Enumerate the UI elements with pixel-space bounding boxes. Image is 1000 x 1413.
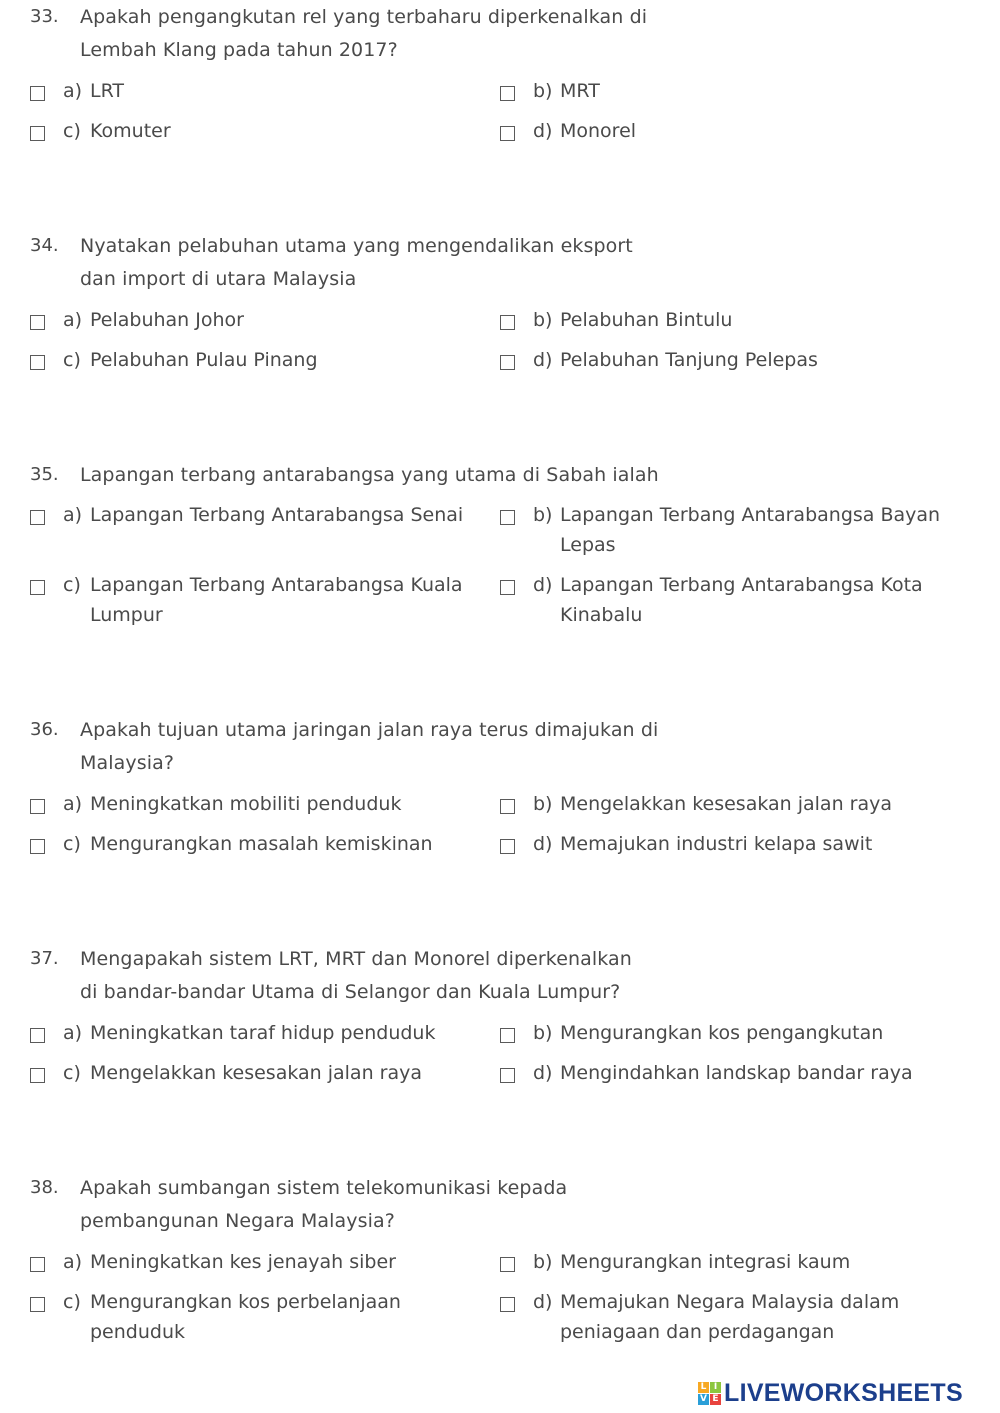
option-text: Monorel [560,120,637,142]
option-label: a) [63,504,83,526]
answer-checkbox[interactable] [500,1297,515,1312]
option-label: d) [533,349,553,371]
option-label: a) [63,793,83,815]
question-text: Apakah pengangkutan rel yang terbaharu diperkenalkan di [80,6,648,28]
answer-checkbox[interactable] [30,126,45,141]
option-text: Komuter [90,120,171,142]
option-label: b) [533,1022,553,1044]
option-text: Lepas [560,534,616,556]
answer-checkbox[interactable] [500,580,515,595]
option-text: Lapangan Terbang Antarabangsa Kuala [90,574,463,596]
answer-checkbox[interactable] [500,1068,515,1083]
option-label: c) [63,1062,81,1084]
answer-checkbox[interactable] [30,315,45,330]
option-text: peniagaan dan perdagangan [560,1321,835,1343]
question-number: 36. [30,719,59,740]
option-text: Mengurangkan integrasi kaum [560,1251,851,1273]
option-label: a) [63,1022,83,1044]
logo-mark-letter: I [710,1382,721,1393]
option-text: Memajukan industri kelapa sawit [560,833,873,855]
answer-checkbox[interactable] [500,839,515,854]
answer-checkbox[interactable] [500,799,515,814]
answer-checkbox[interactable] [30,510,45,525]
option-label: b) [533,504,553,526]
answer-checkbox[interactable] [30,580,45,595]
option-text: Pelabuhan Tanjung Pelepas [560,349,818,371]
question-number: 33. [30,6,59,27]
option-text: Mengindahkan landskap bandar raya [560,1062,913,1084]
option-label: b) [533,80,553,102]
option-label: c) [63,833,81,855]
question-number: 35. [30,464,59,485]
answer-checkbox[interactable] [500,86,515,101]
answer-checkbox[interactable] [30,799,45,814]
answer-checkbox[interactable] [30,1297,45,1312]
question-text: di bandar-bandar Utama di Selangor dan Kuala Lumpur? [80,981,621,1003]
answer-checkbox[interactable] [500,1257,515,1272]
option-text: Lapangan Terbang Antarabangsa Kota [560,574,923,596]
answer-checkbox[interactable] [500,315,515,330]
answer-checkbox[interactable] [30,839,45,854]
option-label: b) [533,1251,553,1273]
option-text: Meningkatkan mobiliti penduduk [90,793,402,815]
option-text: Pelabuhan Bintulu [560,309,733,331]
option-text: penduduk [90,1321,185,1343]
option-text: Pelabuhan Johor [90,309,244,331]
option-label: d) [533,574,553,596]
option-text: MRT [560,80,600,102]
answer-checkbox[interactable] [500,510,515,525]
answer-checkbox[interactable] [500,355,515,370]
option-text: Meningkatkan kes jenayah siber [90,1251,396,1273]
question-text: Lembah Klang pada tahun 2017? [80,39,398,61]
option-text: Mengurangkan masalah kemiskinan [90,833,433,855]
option-text: Pelabuhan Pulau Pinang [90,349,318,371]
option-label: c) [63,349,81,371]
option-text: Lapangan Terbang Antarabangsa Bayan [560,504,941,526]
answer-checkbox[interactable] [30,1257,45,1272]
question-text: Apakah tujuan utama jaringan jalan raya terus dimajukan di [80,719,659,741]
answer-checkbox[interactable] [30,1028,45,1043]
question-text: Lapangan terbang antarabangsa yang utama di Sabah ialah [80,464,659,486]
logo-text: LIVEWORKSHEETS [724,1378,963,1407]
option-label: d) [533,1291,553,1313]
logo-mark-letter: V [698,1394,709,1405]
answer-checkbox[interactable] [30,1068,45,1083]
option-label: b) [533,309,553,331]
option-text: Memajukan Negara Malaysia dalam [560,1291,900,1313]
option-text: Meningkatkan taraf hidup penduduk [90,1022,436,1044]
answer-checkbox[interactable] [30,86,45,101]
question-text: Mengapakah sistem LRT, MRT dan Monorel diperkenalkan [80,948,632,970]
logo-mark-letter: L [698,1382,709,1393]
question-number: 37. [30,948,59,969]
option-text: Mengelakkan kesesakan jalan raya [90,1062,422,1084]
option-label: a) [63,309,83,331]
option-label: a) [63,80,83,102]
question-text: Malaysia? [80,752,175,774]
question-number: 38. [30,1177,59,1198]
option-text: Lapangan Terbang Antarabangsa Senai [90,504,464,526]
option-label: a) [63,1251,83,1273]
option-text: Lumpur [90,604,163,626]
option-text: Mengurangkan kos pengangkutan [560,1022,884,1044]
question-text: dan import di utara Malaysia [80,268,357,290]
option-label: c) [63,120,81,142]
question-number: 34. [30,235,59,256]
question-text: Nyatakan pelabuhan utama yang mengendalikan eksport [80,235,633,257]
question-text: Apakah sumbangan sistem telekomunikasi kepada [80,1177,568,1199]
option-label: c) [63,574,81,596]
liveworksheets-logo [698,1377,963,1409]
liveworksheets-logo-icon [698,1382,721,1405]
logo-mark-letter: E [710,1394,721,1405]
question-text: pembangunan Negara Malaysia? [80,1210,395,1232]
answer-checkbox[interactable] [30,355,45,370]
option-label: d) [533,833,553,855]
answer-checkbox[interactable] [500,126,515,141]
option-text: Mengelakkan kesesakan jalan raya [560,793,892,815]
answer-checkbox[interactable] [500,1028,515,1043]
option-label: d) [533,1062,553,1084]
option-text: LRT [90,80,125,102]
option-label: d) [533,120,553,142]
option-label: c) [63,1291,81,1313]
option-text: Mengurangkan kos perbelanjaan [90,1291,401,1313]
option-label: b) [533,793,553,815]
option-text: Kinabalu [560,604,643,626]
